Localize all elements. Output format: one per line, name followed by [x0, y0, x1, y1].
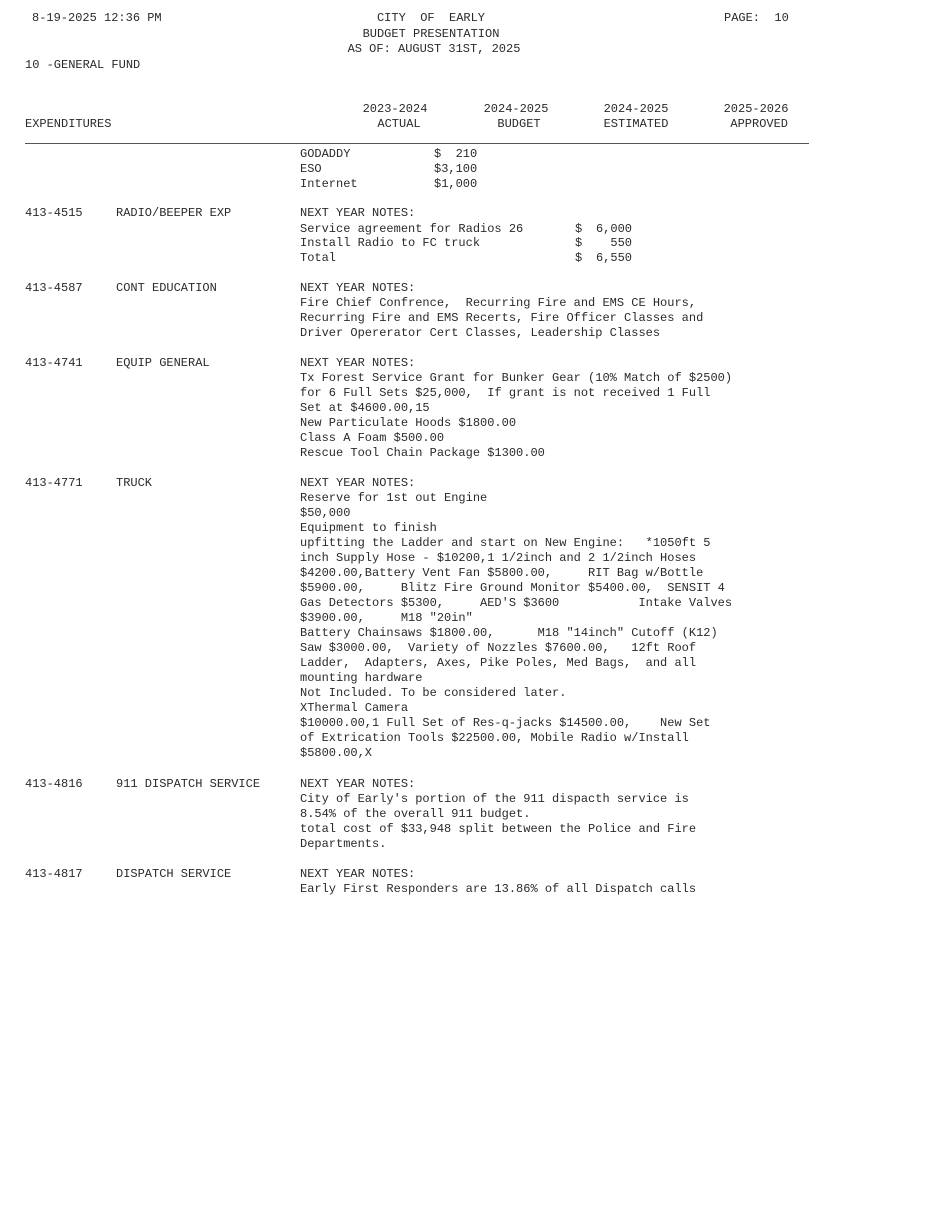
continuation-item-name: ESO: [300, 162, 322, 176]
notes-heading: NEXT YEAR NOTES:: [300, 356, 416, 370]
note-item-amount: 6,550: [595, 251, 632, 265]
account-number: 413-4741: [25, 356, 83, 370]
note-line: XThermal Camera: [300, 701, 409, 715]
notes-heading: NEXT YEAR NOTES:: [300, 777, 416, 791]
account-number: 413-4515: [25, 206, 83, 220]
note-line: $10000.00,1 Full Set of Res-q-jacks $14500.00, New Set: [300, 716, 711, 730]
account-number: 413-4817: [25, 867, 83, 881]
account-name: 911 DISPATCH SERVICE: [116, 777, 261, 791]
note-line: Equipment to finish: [300, 521, 437, 535]
note-line: Fire Chief Confrence, Recurring Fire and EMS CE Hours,: [300, 296, 697, 310]
account-number: 413-4587: [25, 281, 83, 295]
section-label: EXPENDITURES: [25, 117, 112, 131]
notes-block: [300, 281, 820, 341]
report-datetime: 8-19-2025 12:36 PM: [32, 11, 162, 25]
note-line: $50,000: [300, 506, 351, 520]
note-item-currency: $: [575, 222, 583, 236]
note-line: Driver Opererator Cert Classes, Leadership Classes: [300, 326, 661, 340]
note-line: 8.54% of the overall 911 budget.: [300, 807, 531, 821]
note-item-currency: $: [575, 251, 583, 265]
note-line: Ladder, Adapters, Axes, Pike Poles, Med Bags, and all: [300, 656, 697, 670]
continuation-item-amount: $3,100: [434, 162, 478, 176]
note-line: Gas Detectors $5300, AED'S $3600 Intake Valves: [300, 596, 733, 610]
note-item-currency: $: [575, 236, 583, 250]
note-line: Not Included. To be considered later.: [300, 686, 567, 700]
col-budget-label: BUDGET: [497, 117, 541, 131]
notes-heading: NEXT YEAR NOTES:: [300, 476, 416, 490]
continuation-item-amount: $ 210: [434, 147, 478, 161]
note-line: Recurring Fire and EMS Recerts, Fire Officer Classes and: [300, 311, 704, 325]
report-as-of: AS OF: AUGUST 31ST, 2025: [347, 42, 521, 56]
city-name: CITY OF EARLY: [376, 11, 486, 25]
account-name: RADIO/BEEPER EXP: [116, 206, 232, 220]
notes-block: [300, 867, 820, 897]
note-line: mounting hardware: [300, 671, 423, 685]
continuation-item-name: GODADDY: [300, 147, 351, 161]
note-line: $3900.00, M18 "20in": [300, 611, 473, 625]
notes-heading: NEXT YEAR NOTES:: [300, 281, 416, 295]
notes-heading: NEXT YEAR NOTES:: [300, 206, 416, 220]
note-item-amount: 550: [610, 236, 632, 250]
account-name: EQUIP GENERAL: [116, 356, 210, 370]
note-line: $5800.00,X: [300, 746, 373, 760]
col-approved-label: APPROVED: [730, 117, 788, 131]
col-actual-label: ACTUAL: [377, 117, 421, 131]
note-item-amount: 6,000: [595, 222, 632, 236]
note-line: inch Supply Hose - $10200,1 1/2inch and 2 1/2inch Hoses: [300, 551, 697, 565]
account-number: 413-4816: [25, 777, 83, 791]
col-actual-year: 2023-2024: [362, 102, 428, 116]
notes-heading: NEXT YEAR NOTES:: [300, 867, 416, 881]
notes-block: [300, 356, 820, 461]
continuation-item-name: Internet: [300, 177, 358, 191]
note-line: Rescue Tool Chain Package $1300.00: [300, 446, 545, 460]
note-line: Saw $3000.00, Variety of Nozzles $7600.00, 12ft Roof: [300, 641, 697, 655]
note-line: Class A Foam $500.00: [300, 431, 445, 445]
note-item-desc: Total: [300, 251, 337, 265]
note-line: New Particulate Hoods $1800.00: [300, 416, 517, 430]
report-title: BUDGET PRESENTATION: [362, 27, 500, 41]
header-divider: [25, 143, 809, 144]
note-line: Early First Responders are 13.86% of all Dispatch calls: [300, 882, 697, 896]
col-budget-year: 2024-2025: [483, 102, 549, 116]
note-item-desc: Install Radio to FC truck: [300, 236, 481, 250]
fund-name: 10 -GENERAL FUND: [25, 58, 141, 72]
page-number: PAGE: 10: [724, 11, 789, 25]
col-estimated-label: ESTIMATED: [603, 117, 669, 131]
notes-block: [300, 777, 820, 852]
continuation-item-amount: $1,000: [434, 177, 478, 191]
note-line: Departments.: [300, 837, 387, 851]
account-name: TRUCK: [116, 476, 153, 490]
note-line: Tx Forest Service Grant for Bunker Gear (10% Match of $2500): [300, 371, 733, 385]
note-line: $4200.00,Battery Vent Fan $5800.00, RIT Bag w/Bottle: [300, 566, 704, 580]
note-line: upfitting the Ladder and start on New Engine: *1050ft 5: [300, 536, 711, 550]
note-line: of Extrication Tools $22500.00, Mobile Radio w/Install: [300, 731, 689, 745]
note-line: $5900.00, Blitz Fire Ground Monitor $5400.00, SENSIT 4: [300, 581, 725, 595]
note-line: Set at $4600.00,15: [300, 401, 430, 415]
account-name: CONT EDUCATION: [116, 281, 217, 295]
note-line: Reserve for 1st out Engine: [300, 491, 488, 505]
notes-block: [300, 476, 820, 761]
col-estimated-year: 2024-2025: [603, 102, 669, 116]
note-line: for 6 Full Sets $25,000, If grant is not received 1 Full: [300, 386, 711, 400]
account-number: 413-4771: [25, 476, 83, 490]
col-approved-year: 2025-2026: [723, 102, 789, 116]
note-line: City of Early's portion of the 911 dispacth service is: [300, 792, 689, 806]
note-line: total cost of $33,948 split between the Police and Fire: [300, 822, 697, 836]
note-item-desc: Service agreement for Radios 26: [300, 222, 524, 236]
account-name: DISPATCH SERVICE: [116, 867, 232, 881]
note-line: Battery Chainsaws $1800.00, M18 "14inch" Cutoff (K12): [300, 626, 718, 640]
